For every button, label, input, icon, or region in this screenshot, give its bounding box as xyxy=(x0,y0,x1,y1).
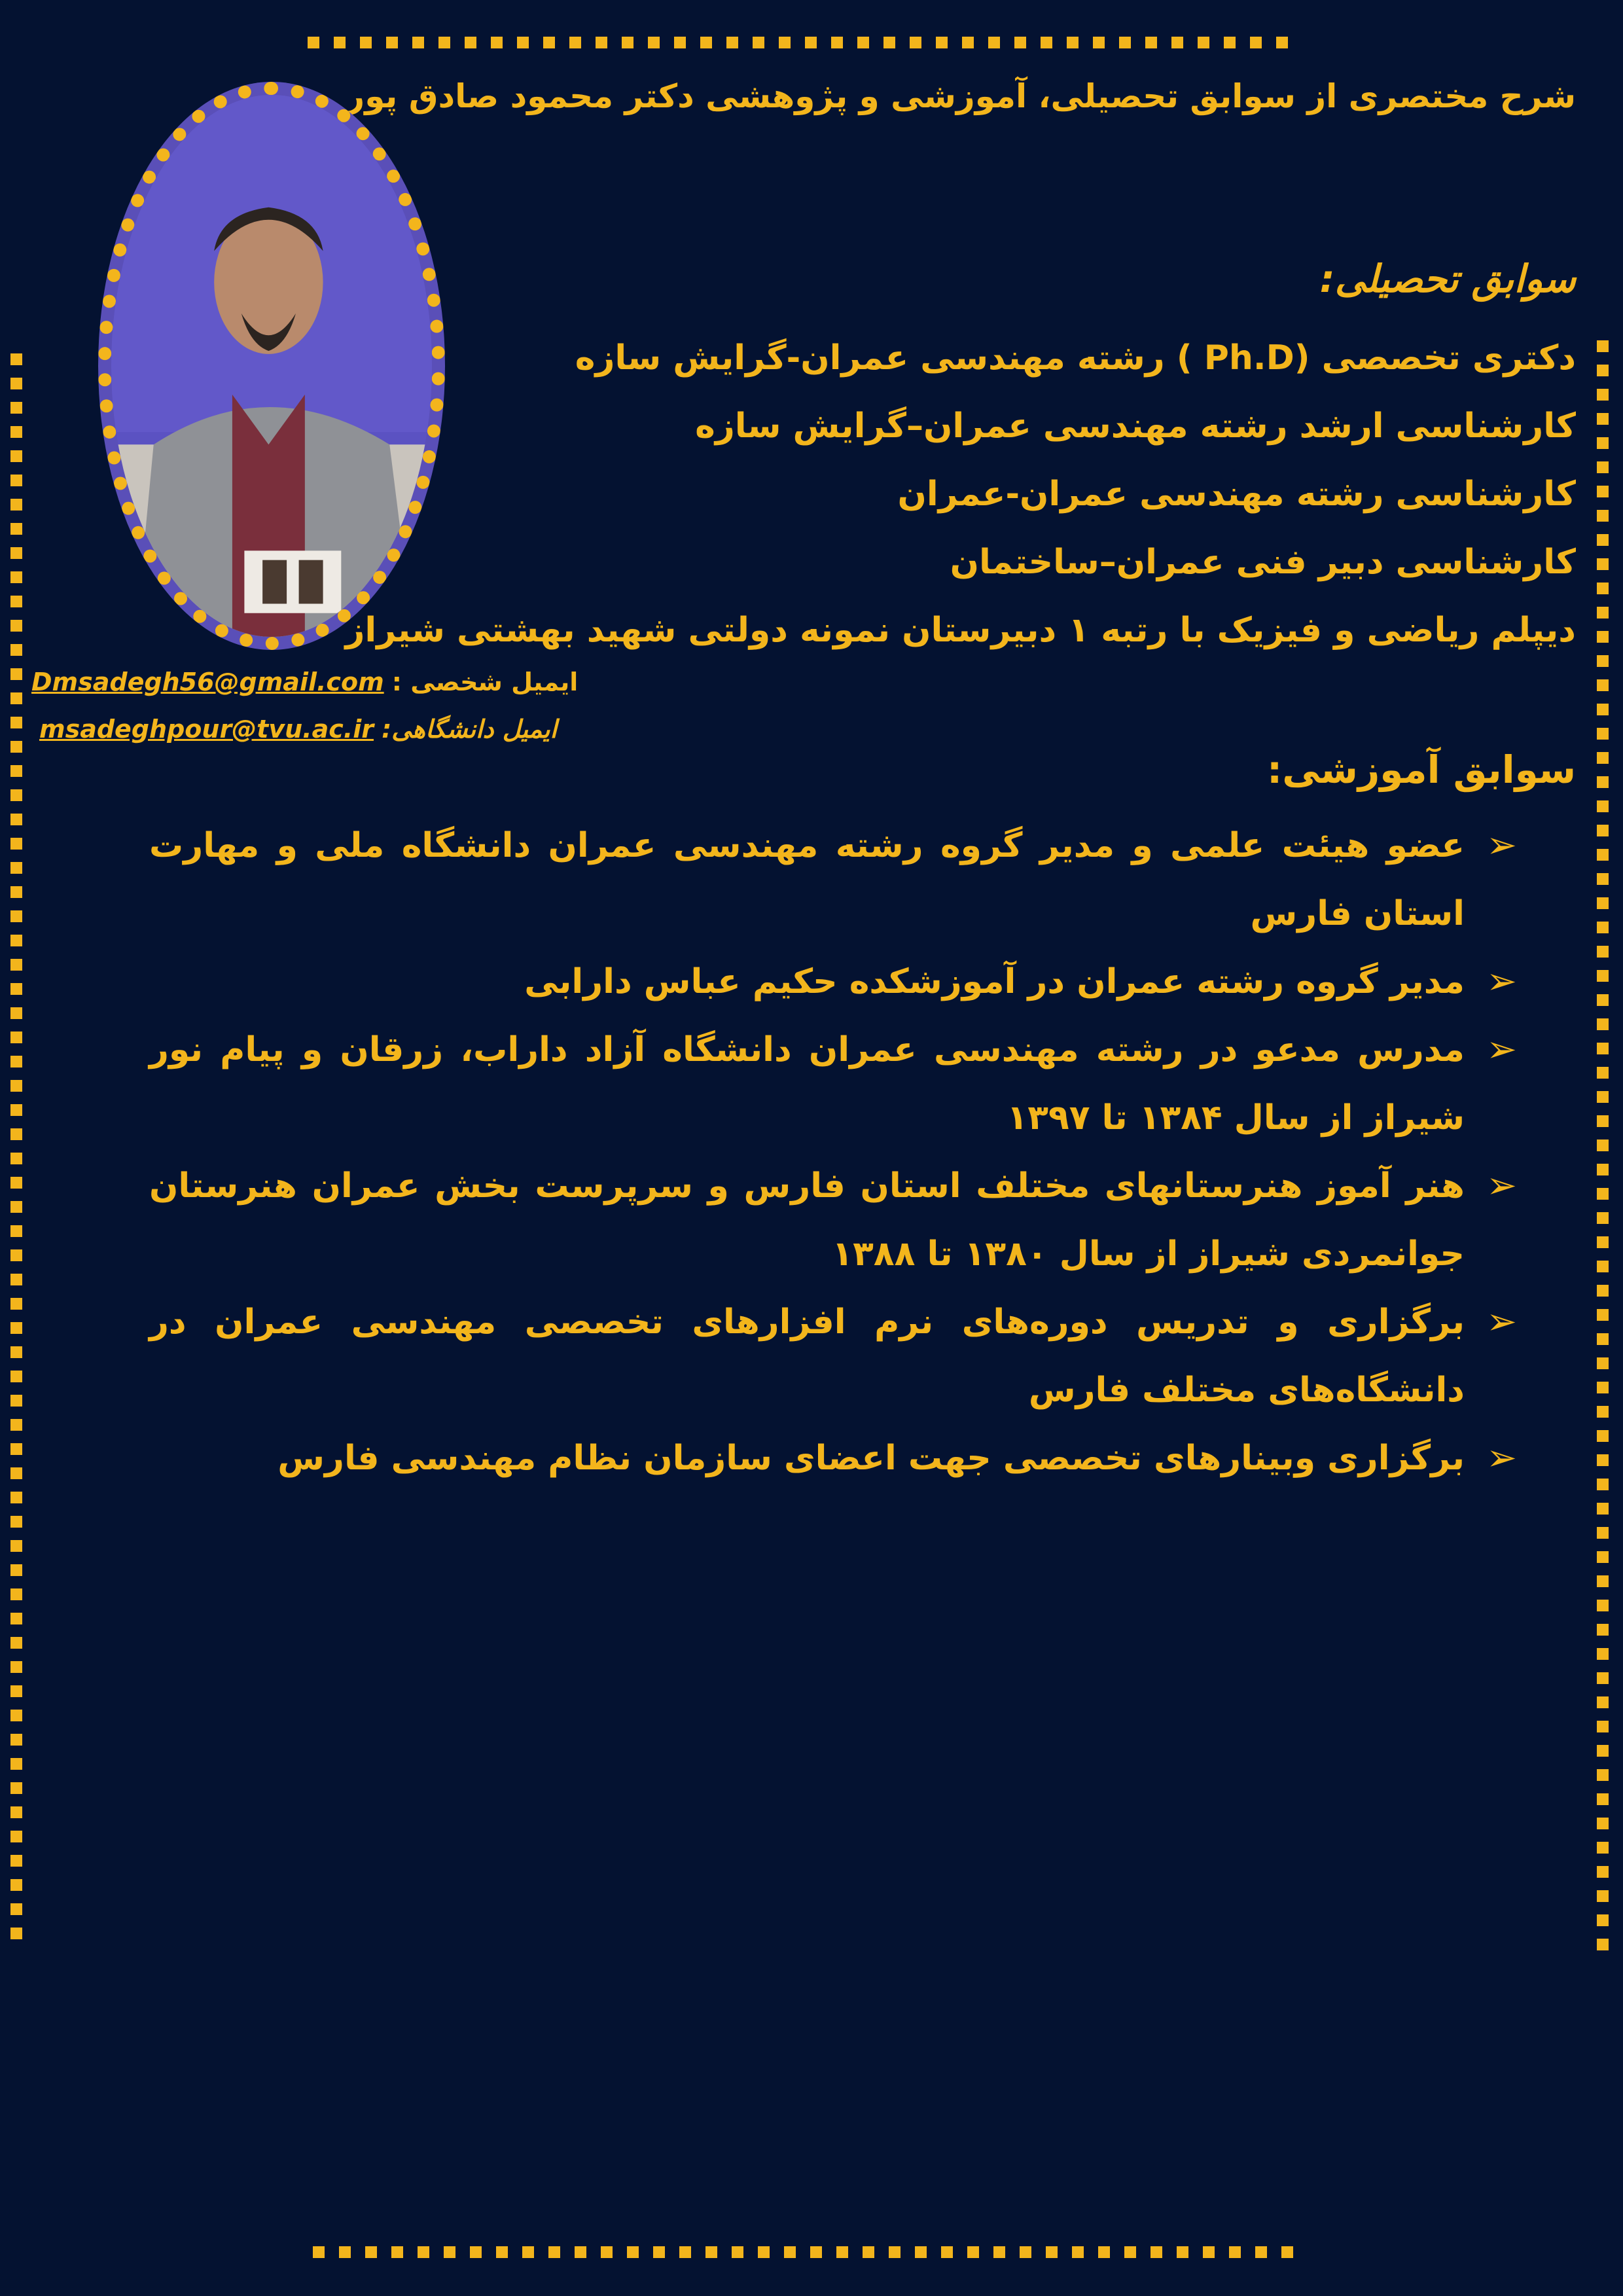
arrow-bullet-icon: ➢ xyxy=(1486,1028,1517,1071)
list-item: ➢ برگزاری و تدریس دوره‌های نرم افزارهای تخصصی مهندسی عمران در دانشگاه‌های مختلف فارس xyxy=(149,1288,1576,1424)
education-item: کارشناسی ارشد رشته مهندسی عمران–گرایش سازه xyxy=(695,406,1576,446)
arrow-bullet-icon: ➢ xyxy=(1486,960,1517,1003)
personal-email-row xyxy=(31,668,578,696)
university-email-label: ایمیل دانشگاهی: xyxy=(382,715,558,744)
right-dotted-border xyxy=(1597,340,1609,1950)
arrow-bullet-icon: ➢ xyxy=(1486,824,1517,867)
list-item: ➢ عضو هیئت علمی و مدیر گروه رشته مهندسی عمران دانشگاه ملی و مهارت استان فارس xyxy=(149,812,1576,948)
page-title: شرح مختصری از سوابق تحصیلی، آموزشی و پژوهشی دکتر محمود صادق پور xyxy=(346,77,1576,115)
bottom-dotted-border xyxy=(313,2246,1294,2258)
education-item: کارشناسی رشته مهندسی عمران-عمران xyxy=(897,475,1576,514)
education-item: دیپلم ریاضی و فیزیک با رتبه ۱ دبیرستان نمونه دولتی شهید بهشتی شیراز xyxy=(345,611,1576,650)
arrow-bullet-icon: ➢ xyxy=(1486,1437,1517,1479)
teaching-list xyxy=(149,812,1576,1492)
top-dotted-border xyxy=(308,37,1289,48)
list-item: ➢ برگزاری وبینارهای تخصصی جهت اعضای سازمان نظام مهندسی فارس xyxy=(149,1424,1576,1492)
personal-email-link[interactable]: Dmsadegh56@gmail.com xyxy=(31,668,384,696)
arrow-bullet-icon: ➢ xyxy=(1486,1300,1517,1343)
education-item: کارشناسی دبیر فنی عمران–ساختمان xyxy=(950,543,1576,582)
left-dotted-border xyxy=(10,353,22,1944)
education-heading: سوابق تحصیلی: xyxy=(1319,257,1576,301)
list-item: ➢ مدیر گروه رشته عمران در آموزشکده حکیم عباس دارابی xyxy=(149,948,1576,1016)
list-item: ➢ مدرس مدعو در رشته مهندسی عمران دانشگاه آزاد داراب، زرقان و پیام نور شیراز از سال ۱۳۸۴ تا ۱۳۹۷ xyxy=(149,1016,1576,1152)
teaching-heading: سوابق آموزشی: xyxy=(1267,747,1576,792)
university-email-row xyxy=(39,715,557,744)
arrow-bullet-icon: ➢ xyxy=(1486,1164,1517,1207)
profile-photo xyxy=(98,82,445,650)
education-item: دکتری تخصصی (Ph.D ) رشته مهندسی عمران-گرایش سازه xyxy=(575,338,1576,378)
list-item: ➢ هنر آموز هنرستانهای مختلف استان فارس و سرپرست بخش عمران هنرستان جوانمردی شیراز از سال ۱۳۸۰ تا ۱۳۸۸ xyxy=(149,1152,1576,1288)
university-email-link[interactable]: msadeghpour@tvu.ac.ir xyxy=(39,715,374,744)
personal-email-label: ایمیل شخصی : xyxy=(391,668,579,696)
